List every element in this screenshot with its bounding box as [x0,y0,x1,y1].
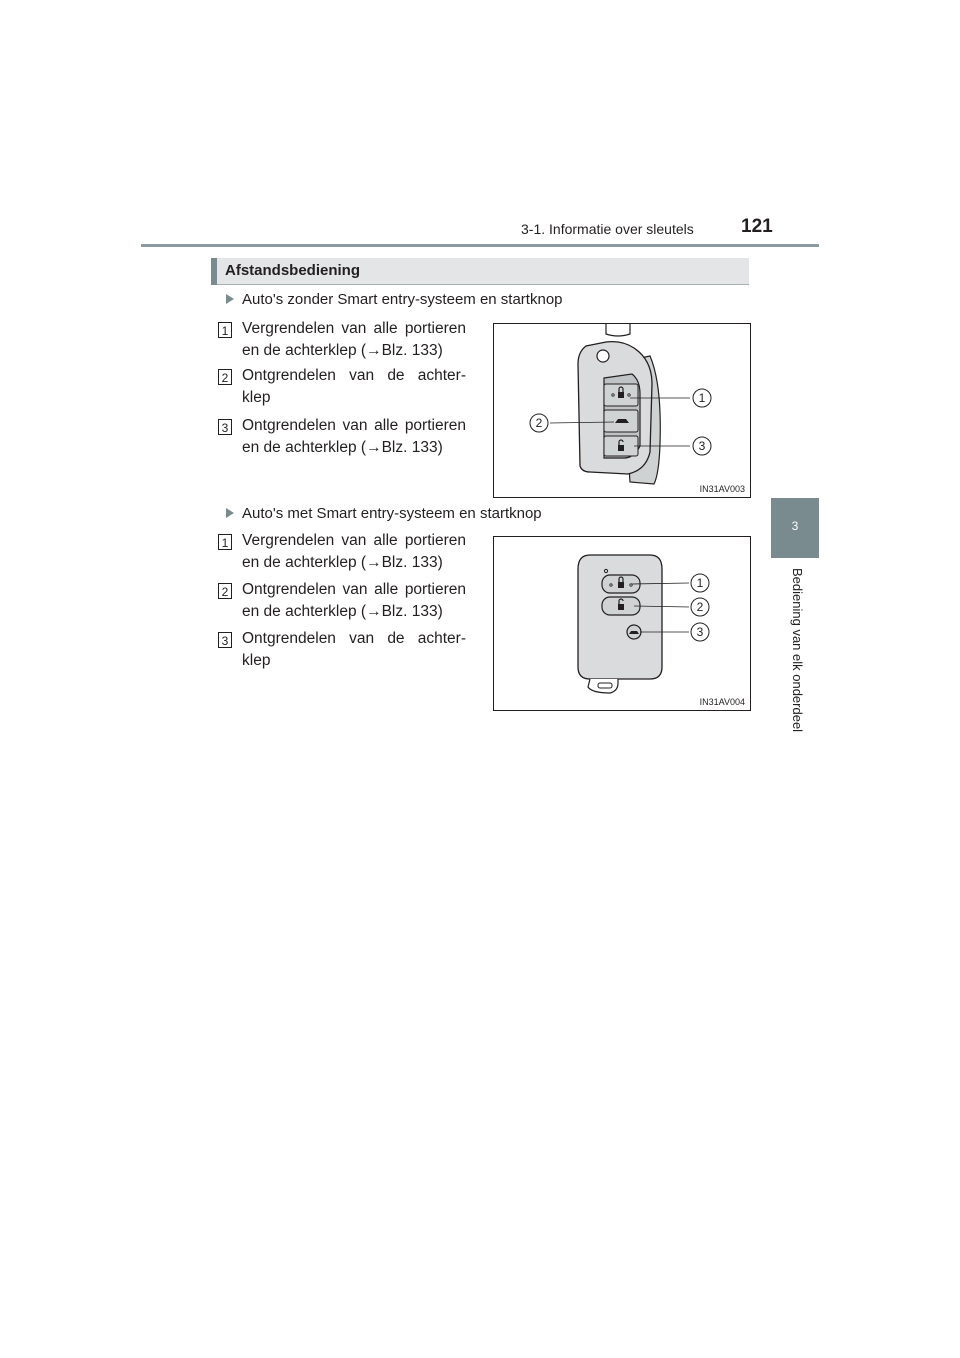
folding-key-illustration [494,324,750,497]
callout-1: 1 [698,391,706,405]
chapter-tab-number: 3 [791,519,799,533]
item-number: 2 [218,369,232,385]
callout-2: 2 [696,600,704,614]
item-number: 2 [218,583,232,599]
item-number: 1 [218,534,232,550]
group2-heading-text: Auto's met Smart entry-systeem en startknop [242,505,542,522]
chapter-tab-label [791,568,805,758]
figure-code: IN31AV004 [699,697,745,707]
group2-heading [226,505,542,522]
list-item: Ontgrendelen van alle portieren en de achterklep (→Blz. 133) [242,417,466,456]
triangle-bullet-icon [226,294,234,304]
group1-heading [226,291,563,308]
header-rule [141,244,819,247]
running-header-section: 3-1. Informatie over sleutels [521,221,694,237]
item-number: 1 [218,322,232,338]
callout-1: 1 [696,576,704,590]
list-item: Vergrendelen van alle portieren en de achterklep (→Blz. 133) [242,532,466,571]
figure-key-fob-folding [493,323,751,498]
list-item: Ontgrendelen van de achter-klep [242,630,466,669]
list-item: Ontgrendelen van alle portieren en de achterklep (→Blz. 133) [242,581,466,620]
callout-3: 3 [696,625,704,639]
item-number: 3 [218,632,232,648]
page-number: 121 [741,216,773,237]
list-item: Vergrendelen van alle portieren en de achterklep (→Blz. 133) [242,320,466,359]
section-heading: Afstandsbediening [225,262,361,279]
section-heading-accent [211,258,217,285]
figure-key-fob-smart [493,536,751,711]
group1-heading-text: Auto's zonder Smart entry-systeem en startknop [242,291,563,308]
smart-key-illustration [494,537,750,710]
callout-3: 3 [698,439,706,453]
chapter-tab-label-text: Bediening van elk onderdeel [790,568,805,733]
callout-2: 2 [535,416,543,430]
triangle-bullet-icon [226,508,234,518]
list-item: Ontgrendelen van de achter-klep [242,367,466,406]
figure-code: IN31AV003 [699,484,745,494]
item-number: 3 [218,419,232,435]
